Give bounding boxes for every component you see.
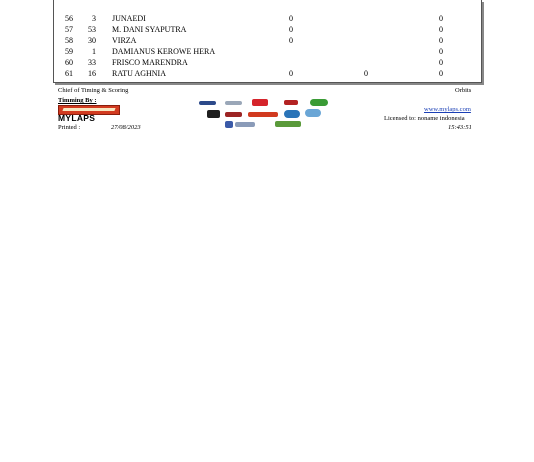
value-cell-2: 0 xyxy=(364,69,368,78)
sponsor-logo-11 xyxy=(225,121,233,128)
number-cell: 53 xyxy=(88,25,96,34)
number-cell: 16 xyxy=(88,69,96,78)
printed-label: Printed : xyxy=(58,124,81,131)
printed-date: 27/08/2023 xyxy=(111,124,141,131)
table-row xyxy=(54,57,481,68)
number-cell: 30 xyxy=(88,36,96,45)
number-cell: 1 xyxy=(92,47,96,56)
value-cell-3: 0 xyxy=(439,25,443,34)
licensed-to-label: Licensed to: noname indonesia xyxy=(384,115,465,122)
driver-name-cell: FRISCO MARENDRA xyxy=(112,58,188,67)
value-cell-3: 0 xyxy=(439,36,443,45)
value-cell-1: 0 xyxy=(289,36,293,45)
sponsor-logo-7 xyxy=(225,112,242,117)
mylaps-logo: MYLAPS xyxy=(58,113,96,123)
redbull-logo xyxy=(252,99,268,106)
table-row xyxy=(54,35,481,46)
sponsor-logo-6 xyxy=(207,110,220,118)
table-row xyxy=(54,46,481,57)
value-cell-3: 0 xyxy=(439,58,443,67)
value-cell-3: 0 xyxy=(439,47,443,56)
value-cell-1: 0 xyxy=(289,14,293,23)
position-cell: 59 xyxy=(65,47,73,56)
number-cell: 33 xyxy=(88,58,96,67)
results-table xyxy=(53,0,482,83)
position-cell: 61 xyxy=(65,69,73,78)
table-row xyxy=(54,68,481,79)
sponsor-logo-12 xyxy=(235,122,255,127)
sponsor-logo-9 xyxy=(284,110,300,118)
value-cell-1: 0 xyxy=(289,25,293,34)
mandiri-logo xyxy=(199,101,216,105)
table-row xyxy=(54,13,481,24)
chief-of-timing-label: Chief of Timing & Scoring xyxy=(58,87,129,94)
orbits-label: Orbits xyxy=(455,87,472,94)
sponsor-logo-5 xyxy=(310,99,328,106)
position-cell: 58 xyxy=(65,36,73,45)
sponsor-logo-8 xyxy=(248,112,278,117)
driver-name-cell: RATU AGHNIA xyxy=(112,69,166,78)
value-cell-3: 0 xyxy=(439,14,443,23)
sponsor-logo-10 xyxy=(305,109,321,117)
position-cell: 57 xyxy=(65,25,73,34)
value-cell-1: 0 xyxy=(289,69,293,78)
driver-name-cell: M. DANI SYAPUTRA xyxy=(112,25,187,34)
timing-by-label: Timming By : xyxy=(58,97,97,104)
sponsor-logo-4 xyxy=(284,100,298,105)
sponsor-logo-13 xyxy=(275,121,301,127)
position-cell: 56 xyxy=(65,14,73,23)
table-row xyxy=(54,24,481,35)
website-link[interactable]: www.mylaps.com xyxy=(424,106,471,113)
sponsor-logo-2 xyxy=(225,101,242,105)
driver-name-cell: VIRZA xyxy=(112,36,137,45)
driver-name-cell: DAMIANUS KEROWE HERA xyxy=(112,47,216,56)
number-cell: 3 xyxy=(92,14,96,23)
driver-name-cell: JUNAEDI xyxy=(112,14,146,23)
printed-time: 15:43:51 xyxy=(448,124,472,131)
value-cell-3: 0 xyxy=(439,69,443,78)
position-cell: 60 xyxy=(65,58,73,67)
